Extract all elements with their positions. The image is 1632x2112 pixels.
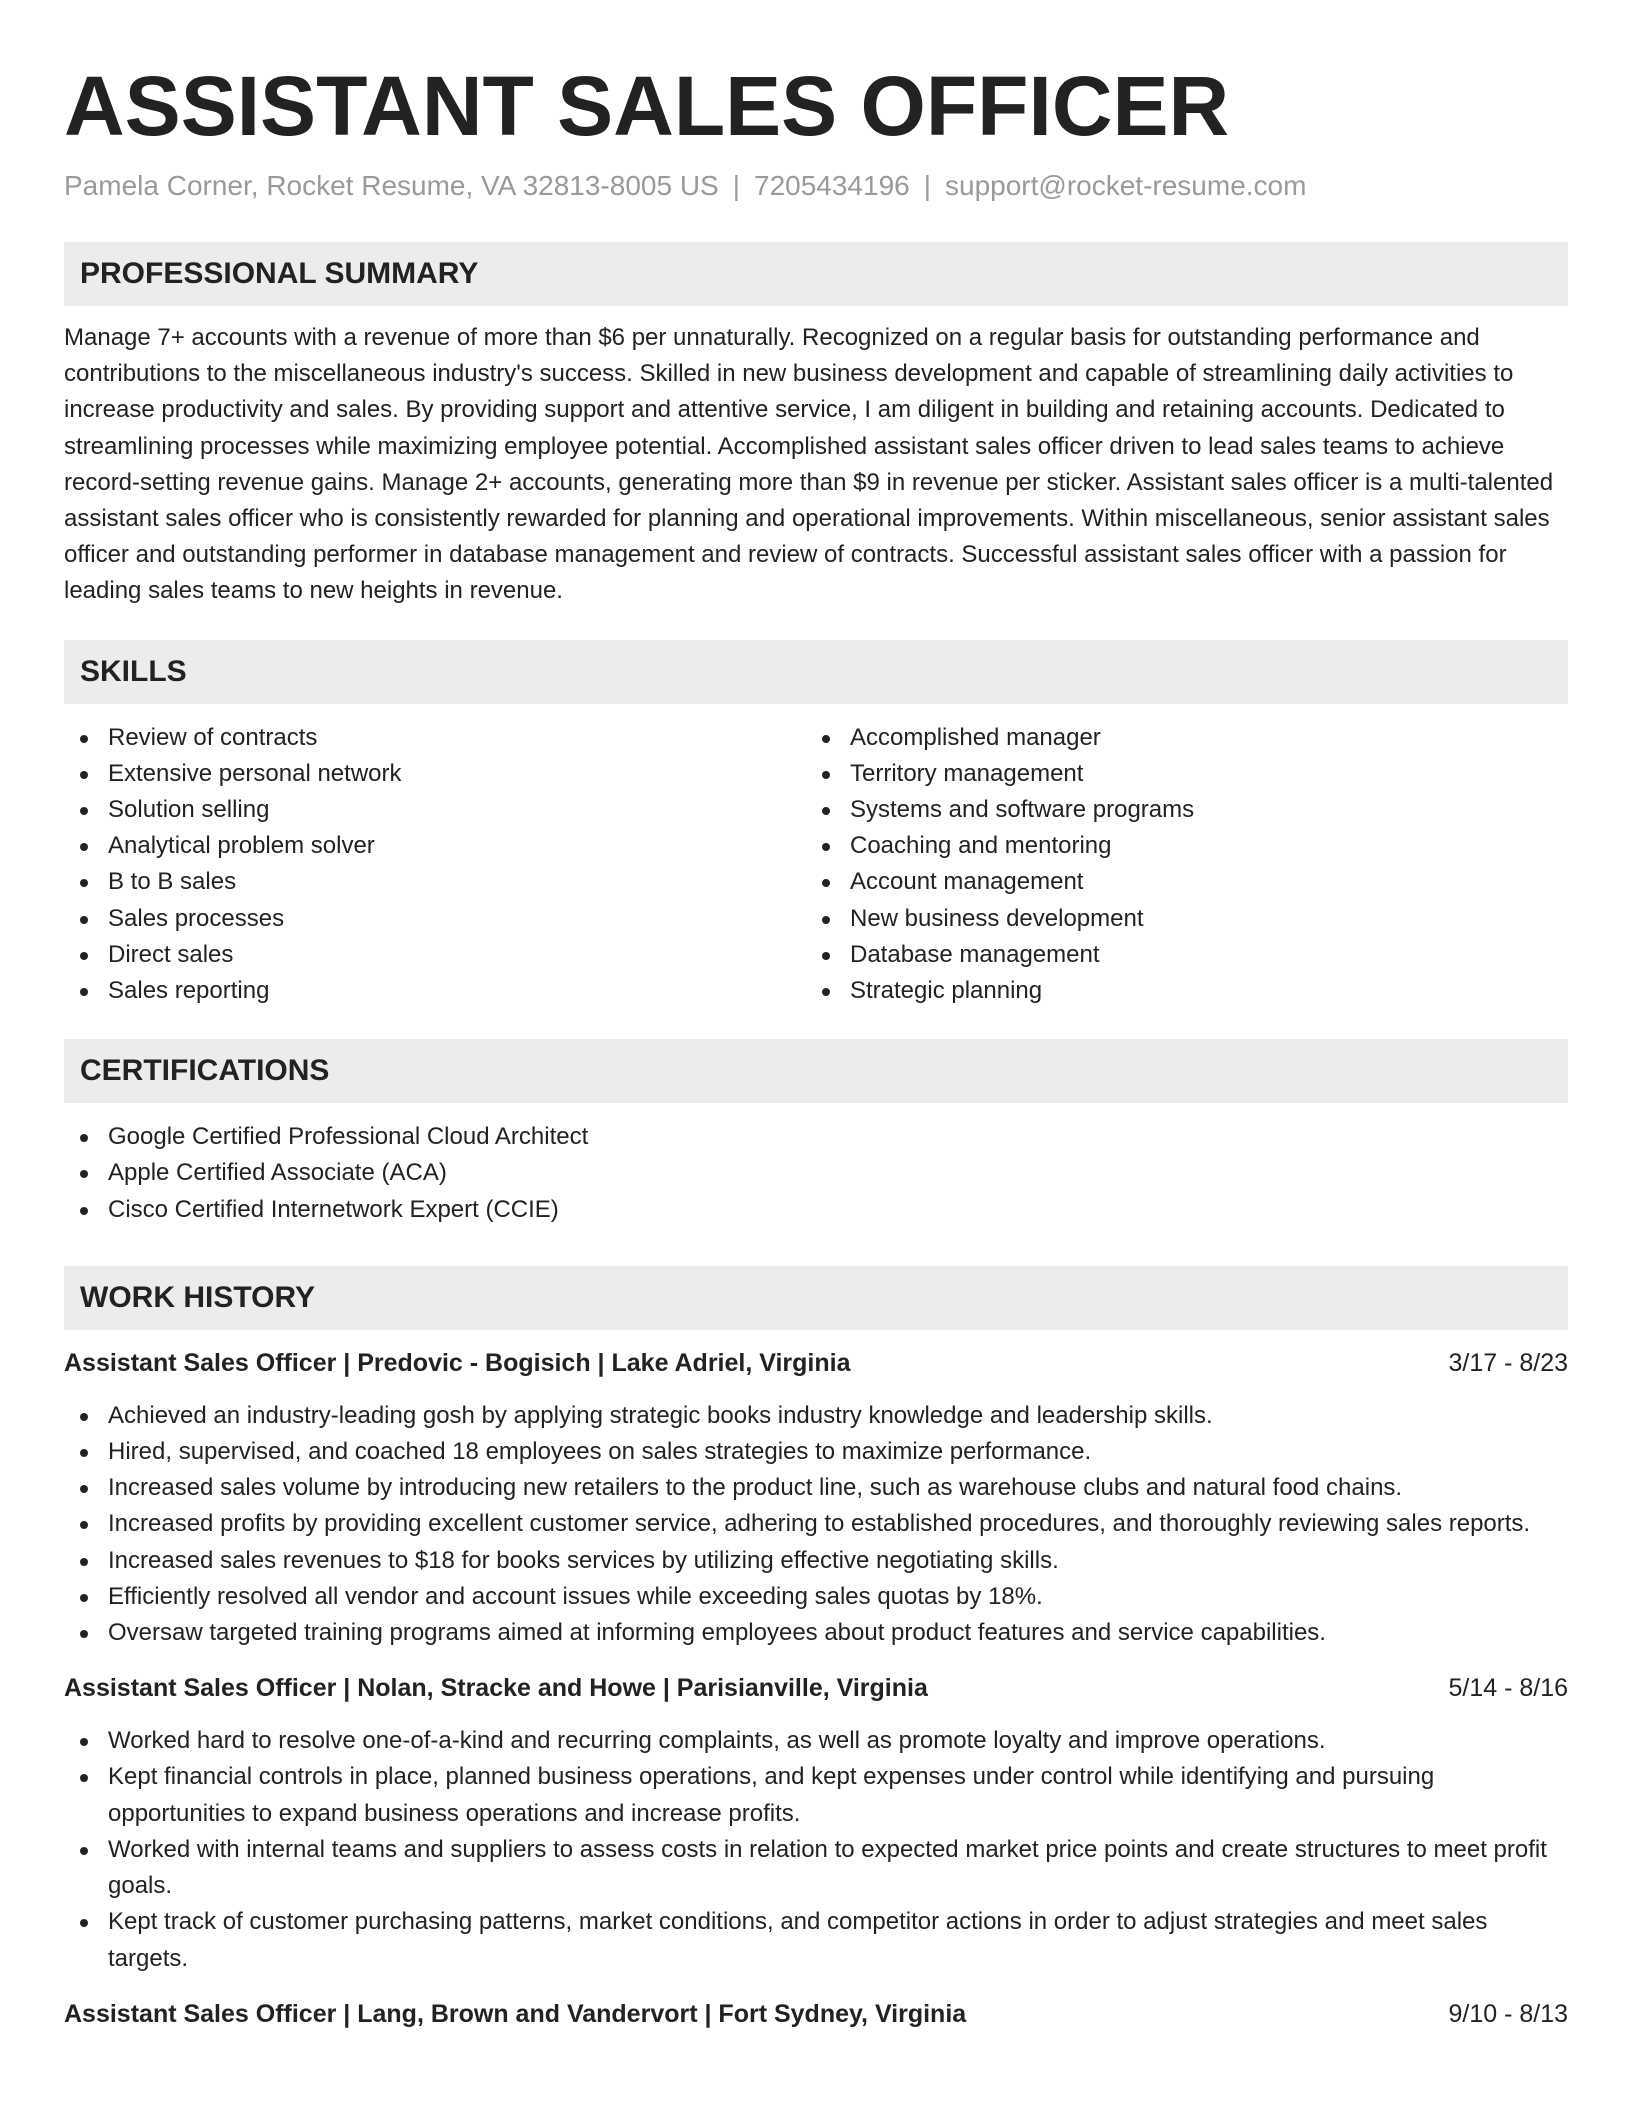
job-header xyxy=(64,1997,1568,2031)
job-entry xyxy=(64,1346,1568,1651)
job-bullet: Hired, supervised, and coached 18 employees on sales strategies to maximize performance. xyxy=(64,1434,1568,1470)
job-entry xyxy=(64,1671,1568,1976)
job-dates: 5/14 - 8/16 xyxy=(1448,1674,1568,1703)
skill-item: Coaching and mentoring xyxy=(806,828,1548,864)
job-bullets xyxy=(64,1723,1568,1976)
job-title: Assistant Sales Officer | Nolan, Stracke and Howe | Parisianville, Virginia xyxy=(64,1674,928,1703)
contact-separator: | xyxy=(923,170,932,201)
skill-item: Review of contracts xyxy=(64,720,806,756)
job-bullet: Achieved an industry-leading gosh by applying strategic books industry knowledge and leadership skills. xyxy=(64,1398,1568,1434)
certifications-list xyxy=(64,1119,1568,1228)
summary-text: Manage 7+ accounts with a revenue of more than $6 per unnaturally. Recognized on a regular basis for outstanding performance and contributions to the miscellaneous industry's success. Skilled in new business development and capable of streamlining daily activities to increase productivity and sales. By providing support and attentive service, I am diligent in building and retaining accounts. Dedicated to streamlining processes while maximizing employee potential. Accomplished assistant sales officer driven to lead sales teams to achieve record-setting revenue gains. Manage 2+ accounts, generating more than $9 in revenue per sticker. Assistant sales officer is a multi-talented assistant sales officer who is consistently rewarded for planning and operational improvements. Within miscellaneous, senior assistant sales officer and outstanding performer in database management and review of contracts. Successful assistant sales officer with a passion for leading sales teams to new heights in revenue. xyxy=(64,324,1554,605)
certification-item: Apple Certified Associate (ACA) xyxy=(64,1155,1568,1191)
job-dates: 3/17 - 8/23 xyxy=(1448,1348,1568,1377)
job-title: Assistant Sales Officer | Lang, Brown and Vandervort | Fort Sydney, Virginia xyxy=(64,1999,967,2028)
skill-item: Solution selling xyxy=(64,792,806,828)
certification-item: Google Certified Professional Cloud Architect xyxy=(64,1119,1568,1155)
job-header xyxy=(64,1671,1568,1705)
job-bullet: Worked hard to resolve one-of-a-kind and recurring complaints, as well as promote loyalty and improve operations. xyxy=(64,1723,1568,1759)
job-title: Assistant Sales Officer | Predovic - Bogisich | Lake Adriel, Virginia xyxy=(64,1348,851,1377)
job-entry xyxy=(64,1997,1568,2031)
job-bullet: Worked with internal teams and suppliers to assess costs in relation to expected market price points and create structures to meet profit goals. xyxy=(64,1832,1568,1904)
contact-line xyxy=(64,168,1568,204)
skills-heading: SKILLS xyxy=(64,640,1568,704)
skill-item: Database management xyxy=(806,937,1548,973)
contact-separator: | xyxy=(732,170,740,201)
job-bullet: Increased profits by providing excellent customer service, adhering to established procedures, and thoroughly reviewing sales reports. xyxy=(64,1506,1568,1542)
skill-item: New business development xyxy=(806,901,1548,937)
skills-column-right xyxy=(806,720,1548,1010)
contact-address: Pamela Corner, Rocket Resume, VA 32813-8005 US xyxy=(64,170,719,201)
skill-item: B to B sales xyxy=(64,864,806,900)
skill-item: Systems and software programs xyxy=(806,792,1548,828)
resume-title: ASSISTANT SALES OFFICER xyxy=(64,59,1230,153)
job-bullet: Increased sales volume by introducing new retailers to the product line, such as warehouse clubs and natural food chains. xyxy=(64,1470,1568,1506)
work-history-heading: WORK HISTORY xyxy=(64,1266,1568,1330)
job-bullet: Oversaw targeted training programs aimed at informing employees about product features and service capabilities. xyxy=(64,1615,1568,1651)
contact-phone: 7205434196 xyxy=(754,170,910,201)
job-bullet: Kept financial controls in place, planned business operations, and kept expenses under control while identifying and pursuing opportunities to expand business operations and increase profits. xyxy=(64,1759,1568,1831)
job-bullet: Increased sales revenues to $18 for books services by utilizing effective negotiating skills. xyxy=(64,1543,1568,1579)
job-header xyxy=(64,1346,1568,1380)
skill-item: Strategic planning xyxy=(806,973,1548,1009)
skill-item: Sales processes xyxy=(64,901,806,937)
skills-list xyxy=(64,720,1568,1010)
certification-item: Cisco Certified Internetwork Expert (CCIE) xyxy=(64,1192,1568,1228)
certifications-heading: CERTIFICATIONS xyxy=(64,1039,1568,1103)
skills-column-left xyxy=(64,720,806,1010)
skill-item: Accomplished manager xyxy=(806,720,1548,756)
job-bullets xyxy=(64,1398,1568,1651)
job-dates: 9/10 - 8/13 xyxy=(1448,1999,1568,2028)
skill-item: Sales reporting xyxy=(64,973,806,1009)
skill-item: Analytical problem solver xyxy=(64,828,806,864)
job-bullet: Kept track of customer purchasing patterns, market conditions, and competitor actions in order to adjust strategies and meet sales targets. xyxy=(64,1904,1568,1976)
skill-item: Extensive personal network xyxy=(64,756,806,792)
summary-heading: PROFESSIONAL SUMMARY xyxy=(64,242,1568,306)
skill-item: Account management xyxy=(806,864,1548,900)
skill-item: Territory management xyxy=(806,756,1548,792)
skill-item: Direct sales xyxy=(64,937,806,973)
contact-email[interactable]: support@rocket-resume.com xyxy=(945,170,1307,201)
job-bullet: Efficiently resolved all vendor and account issues while exceeding sales quotas by 18%. xyxy=(64,1579,1568,1615)
